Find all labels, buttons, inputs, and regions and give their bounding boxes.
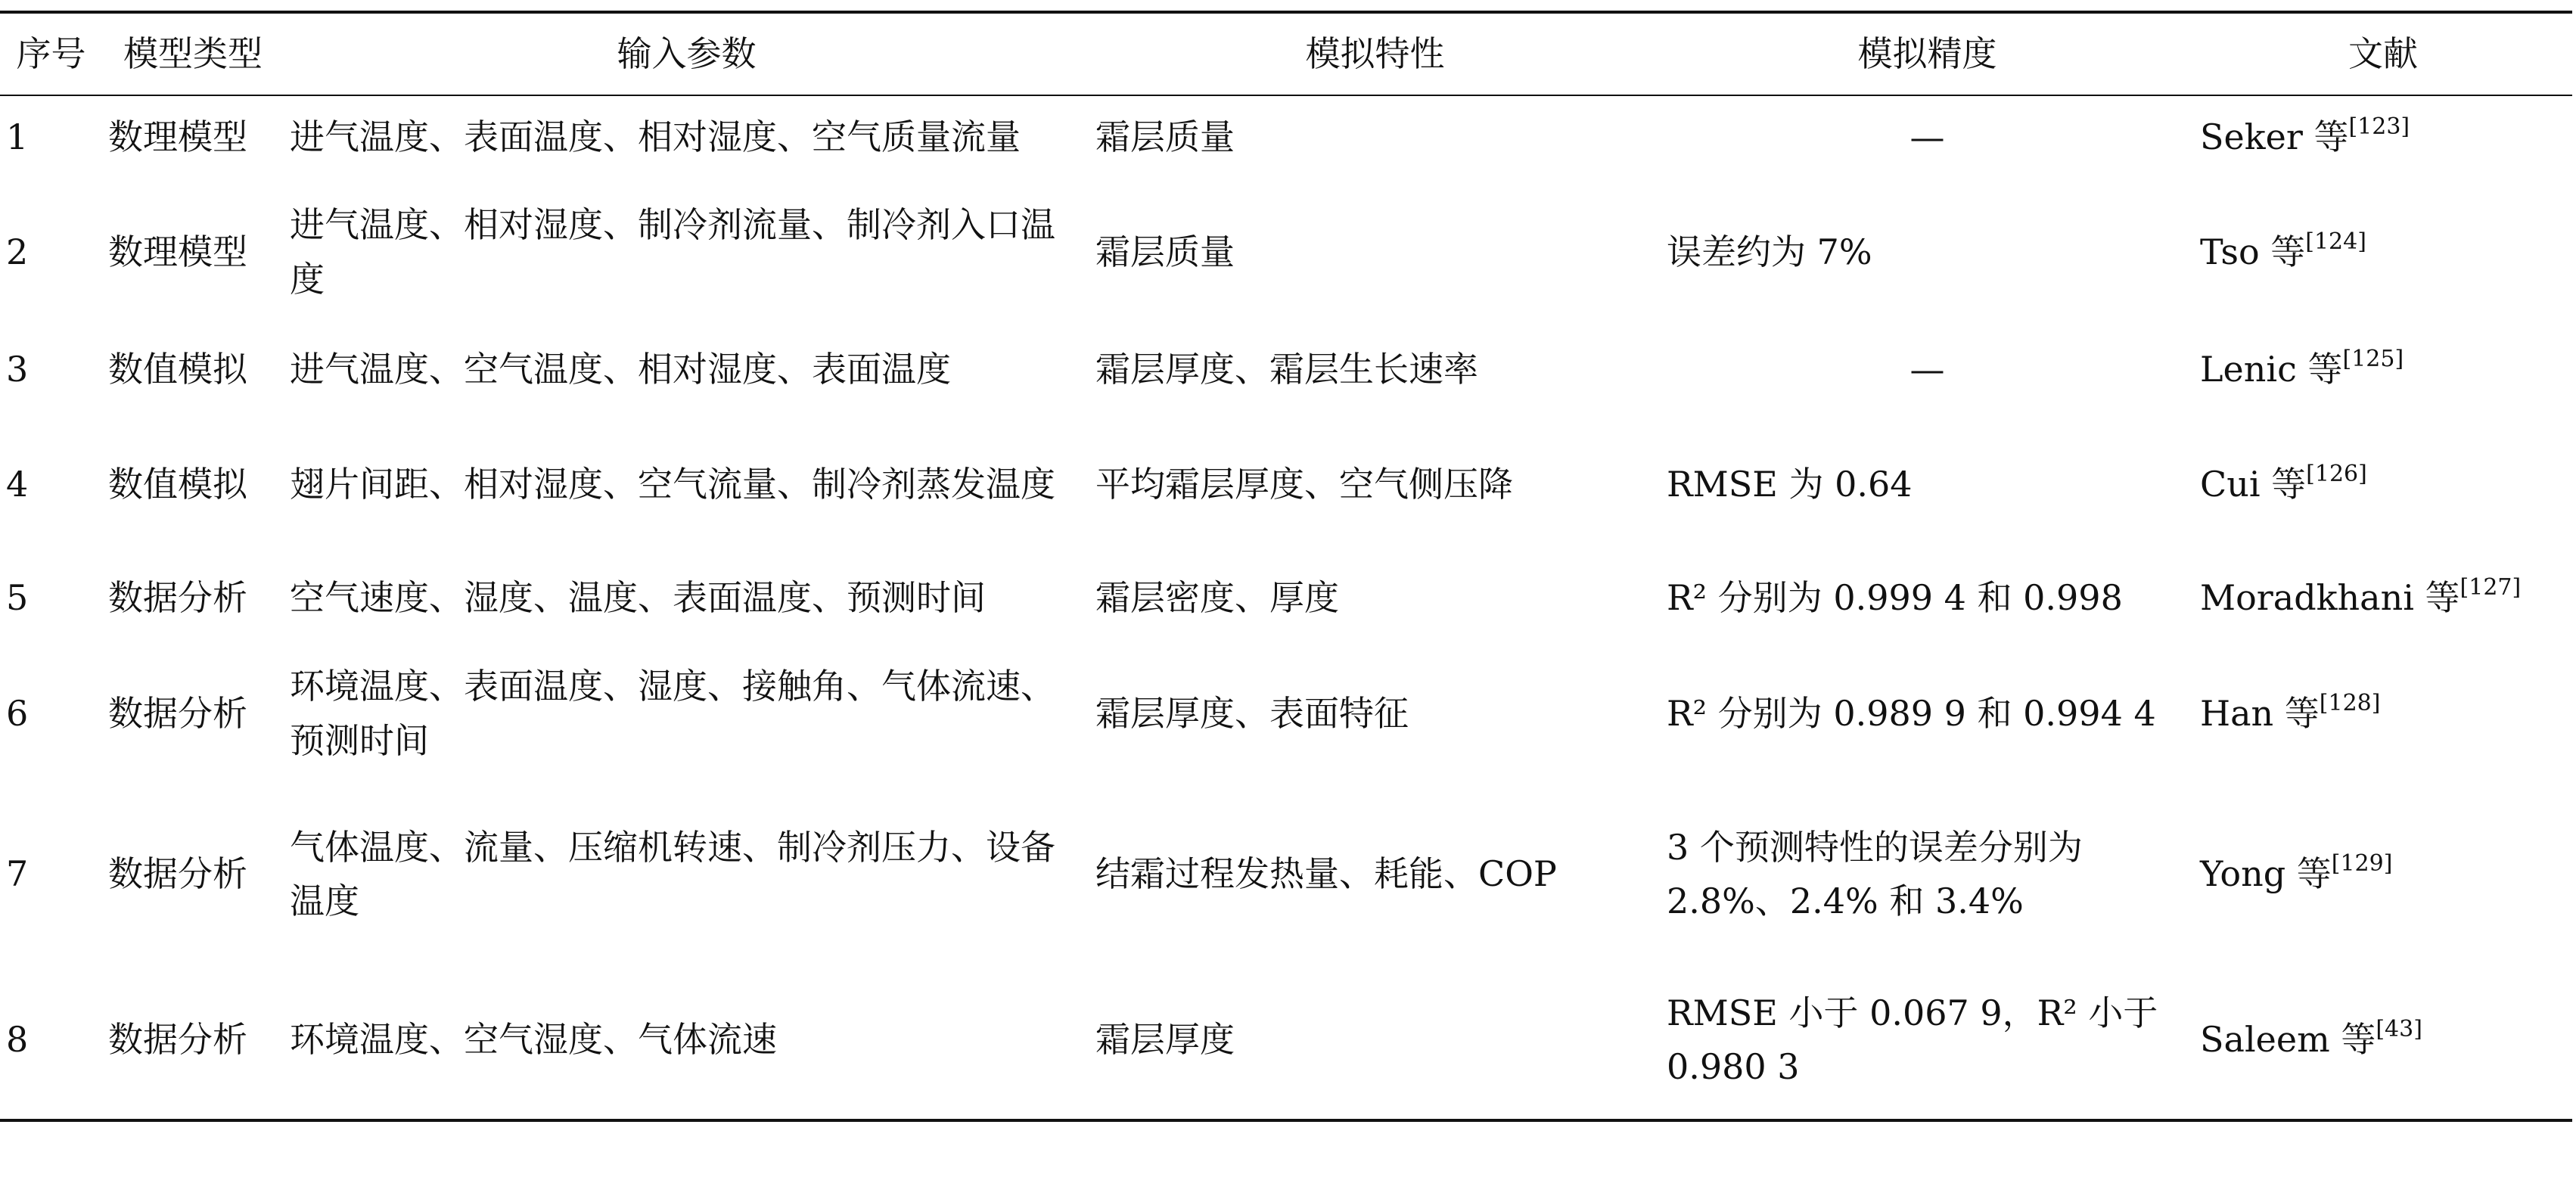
table-row xyxy=(0,95,2572,179)
cell-reference xyxy=(2194,326,2572,413)
ref-number: [129] xyxy=(2331,850,2393,878)
precision-text: 3 个预测特性的误差分别为 2.8%、2.4% 和 3.4% xyxy=(1667,826,2083,921)
cell-inputs: 进气温度、相对湿度、制冷剂流量、制冷剂入口温度 xyxy=(290,204,1055,300)
precision-text: RMSE 小于 0.067 9，R² 小于 0.980 3 xyxy=(1667,992,2158,1087)
cell-model-type: 数值模拟 xyxy=(108,348,247,390)
cell-reference xyxy=(2194,640,2572,787)
precision-text: RMSE 为 0.64 xyxy=(1667,464,1913,505)
precision-text: R² 分别为 0.989 9 和 0.994 4 xyxy=(1667,692,2156,734)
ref-number: [43] xyxy=(2376,1016,2422,1043)
cell-model-type: 数理模型 xyxy=(108,116,247,157)
cell-inputs: 翅片间距、相对湿度、空气流量、制冷剂蒸发温度 xyxy=(290,464,1055,505)
cell-reference xyxy=(2194,413,2572,557)
cell-index: 1 xyxy=(6,116,29,157)
precision-text: — xyxy=(1909,348,1945,390)
cell-inputs: 气体温度、流量、压缩机转速、制冷剂压力、设备温度 xyxy=(290,826,1055,921)
cell-feature: 霜层厚度 xyxy=(1095,1019,1235,1061)
cell-model-type: 数理模型 xyxy=(108,231,247,272)
header-index: 序号 xyxy=(16,33,86,74)
precision-text: — xyxy=(1909,116,1945,157)
precision-text: 误差约为 7% xyxy=(1667,231,1872,272)
ref-author: Seker 等 xyxy=(2200,116,2349,157)
cell-precision xyxy=(1661,557,2194,640)
cell-index: 8 xyxy=(6,1019,29,1061)
cell-precision xyxy=(1661,787,2194,961)
cell-inputs: 进气温度、空气温度、相对湿度、表面温度 xyxy=(290,348,951,390)
precision-text: R² 分别为 0.999 4 和 0.998 xyxy=(1667,577,2123,619)
cell-index: 3 xyxy=(6,348,29,390)
cell-index: 4 xyxy=(6,464,29,505)
ref-number: [126] xyxy=(2306,461,2367,488)
cell-feature: 平均霜层厚度、空气侧压降 xyxy=(1095,464,1513,505)
table-row xyxy=(0,787,2572,961)
header-model-type: 模型类型 xyxy=(123,33,263,74)
ref-author: Lenic 等 xyxy=(2200,348,2343,390)
header-reference: 文献 xyxy=(2348,33,2418,74)
cell-inputs: 进气温度、表面温度、相对湿度、空气质量流量 xyxy=(290,116,1021,157)
cell-index: 2 xyxy=(6,231,29,272)
cell-reference xyxy=(2194,787,2572,961)
cell-feature: 结霜过程发热量、耗能、COP xyxy=(1095,853,1557,895)
cell-reference xyxy=(2194,961,2572,1120)
header-precision: 模拟精度 xyxy=(1857,33,1997,74)
cell-inputs: 环境温度、空气湿度、气体流速 xyxy=(290,1019,777,1061)
cell-model-type: 数据分析 xyxy=(108,1019,247,1061)
cell-reference xyxy=(2194,179,2572,326)
ref-author: Cui 等 xyxy=(2200,464,2307,505)
cell-index: 5 xyxy=(6,577,29,619)
cell-index: 6 xyxy=(6,692,29,734)
ref-number: [124] xyxy=(2305,228,2366,255)
cell-feature: 霜层厚度、表面特征 xyxy=(1095,692,1409,734)
table-row xyxy=(0,640,2572,787)
cell-precision xyxy=(1661,326,2194,413)
ref-number: [123] xyxy=(2348,113,2410,140)
cell-precision xyxy=(1661,179,2194,326)
cell-inputs: 空气速度、湿度、温度、表面温度、预测时间 xyxy=(290,577,986,619)
literature-table xyxy=(0,11,2572,1122)
table-row xyxy=(0,413,2572,557)
ref-author: Han 等 xyxy=(2200,692,2320,734)
cell-model-type: 数值模拟 xyxy=(108,464,247,505)
ref-number: [125] xyxy=(2342,345,2404,372)
ref-author: Moradkhani 等 xyxy=(2200,577,2460,619)
table-header xyxy=(0,12,2572,95)
cell-precision xyxy=(1661,961,2194,1120)
cell-feature: 霜层厚度、霜层生长速率 xyxy=(1095,348,1478,390)
table-row xyxy=(0,326,2572,413)
ref-number: [128] xyxy=(2319,689,2381,716)
ref-author: Yong 等 xyxy=(2200,853,2332,895)
cell-precision xyxy=(1661,640,2194,787)
cell-precision xyxy=(1661,95,2194,179)
ref-author: Saleem 等 xyxy=(2200,1019,2376,1061)
cell-index: 7 xyxy=(6,853,29,895)
cell-precision xyxy=(1661,413,2194,557)
table-body xyxy=(0,95,2572,1120)
cell-inputs: 环境温度、表面温度、湿度、接触角、气体流速、预测时间 xyxy=(290,666,1055,761)
cell-model-type: 数据分析 xyxy=(108,853,247,895)
table-row xyxy=(0,557,2572,640)
cell-model-type: 数据分析 xyxy=(108,692,247,734)
cell-reference xyxy=(2194,95,2572,179)
table-row xyxy=(0,961,2572,1120)
table-row xyxy=(0,179,2572,326)
header-feature: 模拟特性 xyxy=(1305,33,1445,74)
cell-model-type: 数据分析 xyxy=(108,577,247,619)
header-inputs: 输入参数 xyxy=(617,33,757,74)
header-row xyxy=(0,12,2572,95)
ref-author: Tso 等 xyxy=(2200,231,2306,272)
ref-number: [127] xyxy=(2459,574,2522,601)
cell-feature: 霜层质量 xyxy=(1095,231,1235,272)
cell-reference xyxy=(2194,557,2572,640)
cell-feature: 霜层质量 xyxy=(1095,116,1235,157)
cell-feature: 霜层密度、厚度 xyxy=(1095,577,1339,619)
